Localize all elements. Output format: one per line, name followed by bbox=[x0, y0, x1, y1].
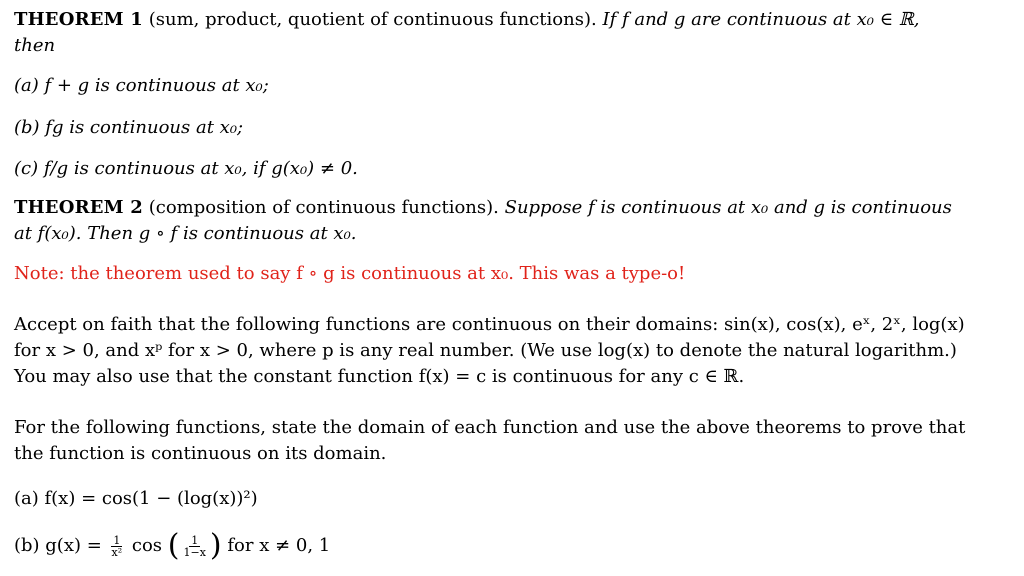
theorem2-statement-cont: at f(x₀). Then g ∘ f is continuous at x₀. bbox=[14, 223, 357, 244]
theorem1-statement: If f and g are continuous at x₀ ∈ ℝ, bbox=[602, 9, 920, 30]
fraction-1-denominator: x² bbox=[111, 545, 123, 559]
theorem1-line1 bbox=[14, 8, 919, 32]
theorem2-heading: THEOREM 2 bbox=[14, 197, 143, 218]
fraction-1-numerator: 1 bbox=[113, 533, 121, 547]
fraction-2-numerator: 1 bbox=[191, 533, 199, 547]
theorem2-statement: Suppose f is continuous at x₀ and g is continuous bbox=[504, 197, 952, 218]
theorem1-title: (sum, product, quotient of continuous functions). bbox=[148, 9, 597, 30]
theorem1-item-a: (a) f + g is continuous at x₀; bbox=[14, 75, 269, 96]
problem-a: (a) f(x) = cos(1 − (log(x))²) bbox=[14, 488, 258, 509]
theorem2-title: (composition of continuous functions). bbox=[148, 197, 499, 218]
accept-line-2: for x > 0, and xᵖ for x > 0, where p is any real number. (We use log(x) to denote the natural logarithm.) bbox=[14, 340, 957, 361]
problem-b-cos: cos bbox=[126, 535, 168, 556]
problem-b bbox=[14, 528, 331, 563]
problem-b-label: (b) g(x) = bbox=[14, 535, 108, 556]
theorem2-line1 bbox=[14, 196, 952, 220]
problem-b-fraction-2 bbox=[182, 535, 208, 558]
right-paren: ) bbox=[209, 528, 222, 563]
problem-b-tail: for x ≠ 0, 1 bbox=[221, 535, 331, 556]
fraction-2-denominator: 1−x bbox=[183, 545, 206, 559]
correction-note: Note: the theorem used to say f ∘ g is continuous at x₀. This was a type-o! bbox=[14, 263, 686, 284]
accept-line-3: You may also use that the constant function f(x) = c is continuous for any c ∈ ℝ. bbox=[14, 366, 745, 387]
theorem1-item-c: (c) f/g is continuous at x₀, if g(x₀) ≠ 0. bbox=[14, 158, 358, 179]
accept-line-1: Accept on faith that the following functions are continuous on their domains: sin(x), cos(x), eˣ, 2ˣ, log(x) bbox=[14, 314, 965, 335]
problem-b-fraction-1 bbox=[110, 535, 125, 558]
theorem1-statement-cont: then bbox=[14, 35, 56, 56]
task-line-2: the function is continuous on its domain. bbox=[14, 443, 387, 464]
theorem1-heading: THEOREM 1 bbox=[14, 9, 143, 30]
task-line-1: For the following functions, state the domain of each function and use the above theorems to prove that bbox=[14, 417, 966, 438]
left-paren: ( bbox=[167, 528, 180, 563]
theorem1-item-b: (b) fg is continuous at x₀; bbox=[14, 117, 244, 138]
